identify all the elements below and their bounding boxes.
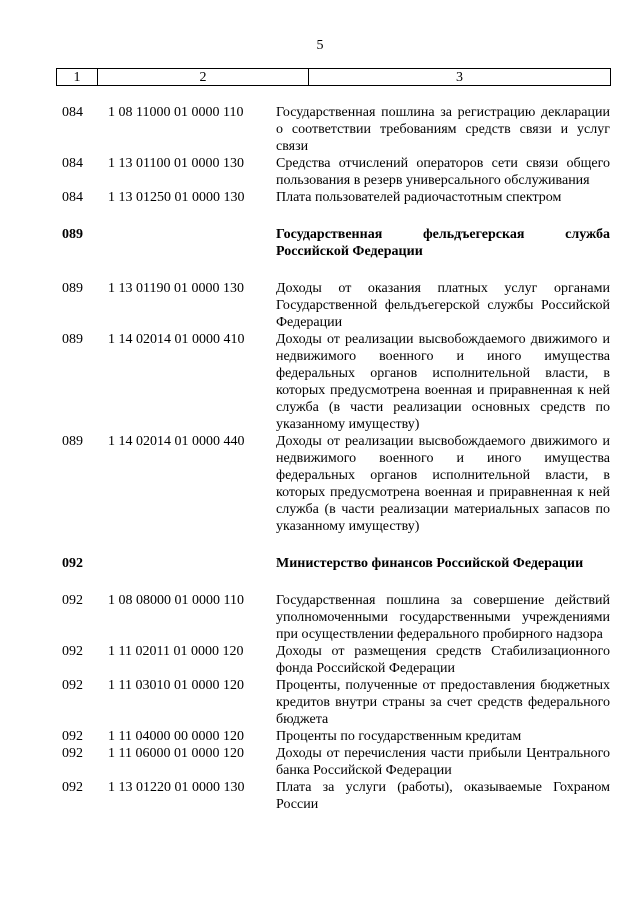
admin-code: 092 bbox=[62, 644, 83, 659]
admin-code: 092 bbox=[62, 678, 83, 693]
table-row bbox=[62, 779, 610, 813]
budget-classification-code: 1 08 08000 01 0000 110 bbox=[108, 593, 244, 608]
budget-classification-code: 1 11 02011 01 0000 120 bbox=[108, 644, 244, 659]
revenue-description: Средства отчислений операторов сети связи общего пользования в резерв универсального обслуживания bbox=[276, 156, 610, 188]
column-header-2: 2 bbox=[98, 69, 309, 86]
table-row bbox=[62, 331, 610, 433]
table-row bbox=[62, 189, 610, 206]
table-row bbox=[62, 592, 610, 643]
page-number: 5 bbox=[316, 38, 324, 53]
column-header-1: 1 bbox=[57, 69, 98, 86]
revenue-description: Плата пользователей радиочастотным спектром bbox=[276, 190, 562, 205]
budget-classification-code: 1 14 02014 01 0000 440 bbox=[108, 434, 245, 449]
revenue-description: Доходы от реализации высвобождаемого движимого и недвижимого военного и иного имущества федеральных органов исполнительной власти, в которых предусмотрена военная и приравненная к ней служба (в части реализации основных средств по указанному имуществу) bbox=[276, 332, 610, 432]
table-row bbox=[62, 155, 610, 189]
admin-code: 089 bbox=[62, 332, 83, 347]
section-admin-code: 089 bbox=[62, 227, 83, 242]
budget-classification-code: 1 11 04000 00 0000 120 bbox=[108, 729, 244, 744]
admin-code: 092 bbox=[62, 780, 83, 795]
table-row bbox=[62, 104, 610, 155]
admin-code: 084 bbox=[62, 156, 83, 171]
revenue-description: Государственная пошлина за регистрацию декларации о соответствии требованиям средств связи и услуг связи bbox=[276, 105, 610, 154]
budget-classification-code: 1 13 01190 01 0000 130 bbox=[108, 281, 244, 296]
budget-classification-code: 1 13 01100 01 0000 130 bbox=[108, 156, 244, 171]
section-title: Государственная фельдъегерская служба Российской Федерации bbox=[276, 227, 610, 259]
admin-code: 089 bbox=[62, 434, 83, 449]
budget-classification-code: 1 11 03010 01 0000 120 bbox=[108, 678, 244, 693]
section-title: Министерство финансов Российской Федерации bbox=[276, 556, 584, 571]
budget-classification-code: 1 13 01220 01 0000 130 bbox=[108, 780, 245, 795]
revenue-description: Доходы от размещения средств Стабилизационного фонда Российской Федерации bbox=[276, 644, 610, 676]
table-row bbox=[62, 728, 610, 745]
admin-code: 084 bbox=[62, 190, 83, 205]
column-header-table bbox=[56, 68, 611, 86]
revenue-description: Доходы от перечисления части прибыли Центрального банка Российской Федерации bbox=[276, 746, 610, 778]
section-heading-row bbox=[62, 555, 610, 572]
revenue-description: Государственная пошлина за совершение действий уполномоченными государственными учреждениями при осуществлении федерального пробирного надзора bbox=[276, 593, 610, 642]
admin-code: 089 bbox=[62, 281, 83, 296]
table-row bbox=[62, 643, 610, 677]
admin-code: 084 bbox=[62, 105, 83, 120]
section-admin-code: 092 bbox=[62, 556, 83, 571]
budget-classification-code: 1 14 02014 01 0000 410 bbox=[108, 332, 245, 347]
table-row bbox=[62, 745, 610, 779]
budget-classification-code: 1 11 06000 01 0000 120 bbox=[108, 746, 244, 761]
revenue-description: Проценты, полученные от предоставления бюджетных кредитов внутри страны за счет средств федерального бюджета bbox=[276, 678, 610, 727]
table-row bbox=[62, 677, 610, 728]
budget-classification-code: 1 13 01250 01 0000 130 bbox=[108, 190, 245, 205]
revenue-code-list bbox=[62, 104, 610, 813]
section-heading-row bbox=[62, 226, 610, 260]
budget-classification-code: 1 08 11000 01 0000 110 bbox=[108, 105, 244, 120]
revenue-description: Доходы от реализации высвобождаемого движимого и недвижимого военного и иного имущества федеральных органов исполнительной власти, в которых предусмотрена военная и приравненная к ней служба (в части реализации материальных запасов по указанному имуществу) bbox=[276, 434, 610, 534]
revenue-description: Проценты по государственным кредитам bbox=[276, 729, 522, 744]
column-header-3: 3 bbox=[309, 69, 611, 86]
admin-code: 092 bbox=[62, 729, 83, 744]
table-row bbox=[62, 433, 610, 535]
revenue-description: Доходы от оказания платных услуг органами Государственной фельдъегерской службы Российской Федерации bbox=[276, 281, 610, 330]
admin-code: 092 bbox=[62, 593, 83, 608]
admin-code: 092 bbox=[62, 746, 83, 761]
table-row bbox=[62, 280, 610, 331]
revenue-description: Плата за услуги (работы), оказываемые Гохраном России bbox=[276, 780, 610, 812]
